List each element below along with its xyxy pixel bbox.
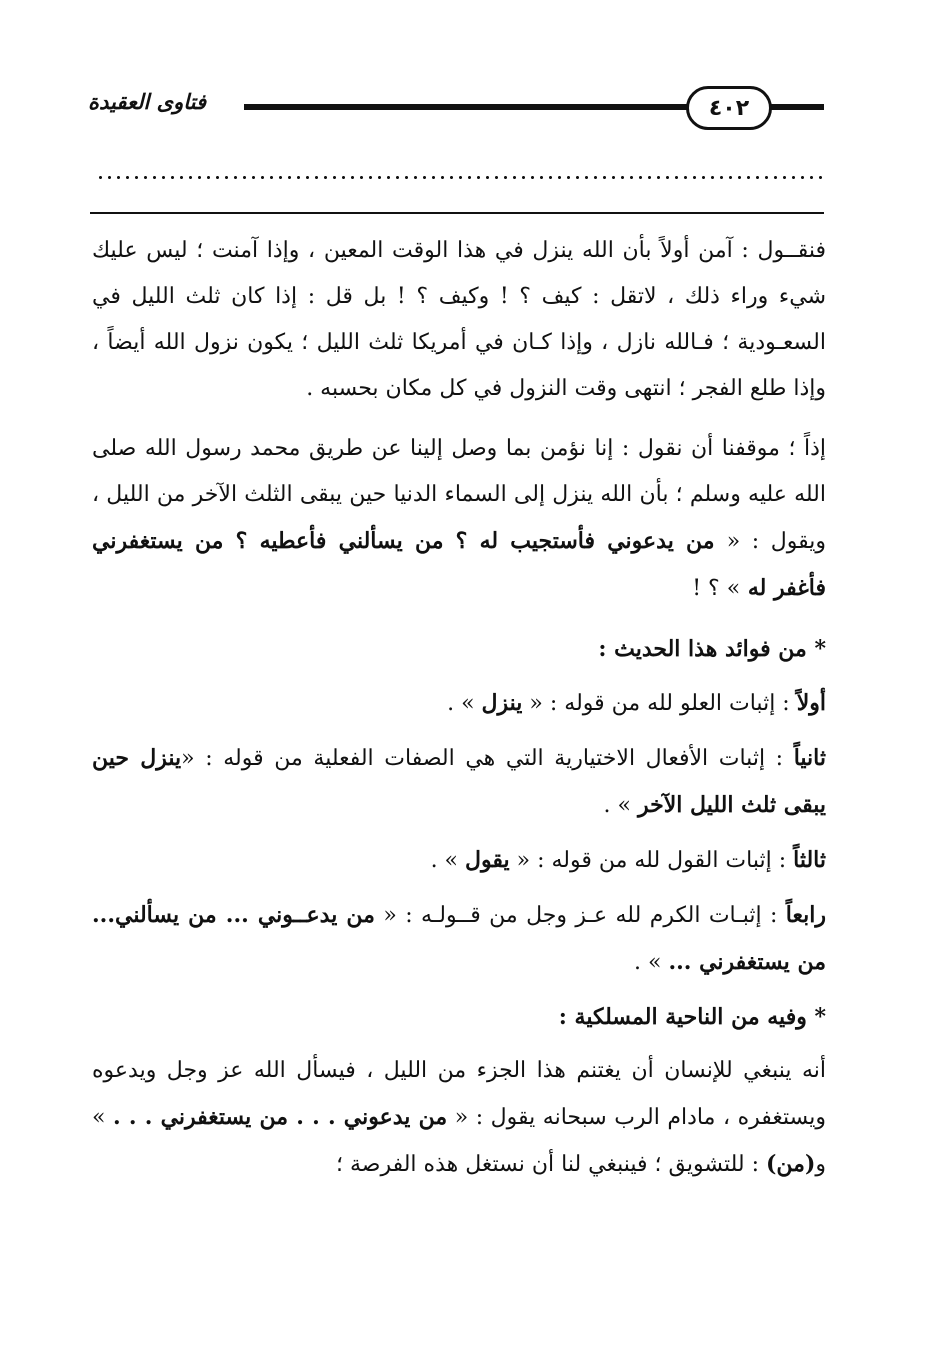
paragraph-3: [92, 1048, 826, 1188]
behavior-heading: * وفيه من الناحية المسلكية :: [558, 1004, 826, 1030]
paragraph-3-end: : للتشويق ؛ فينبغي لنا أن نستغل هذه الفرصة ؛: [336, 1152, 767, 1177]
benefit-3-quote: يقول: [465, 847, 510, 873]
page-number: ٤٠٢: [686, 86, 772, 130]
paragraph-3-text: أنه ينبغي للإنسان أن يغتنم هذا الجزء من الليل ، فيسأل الله عز وجل ويدعوه ويستغفره ، مادام الرب سبحانه يقول : «: [92, 1058, 827, 1130]
benefit-1-label: أولاً: [796, 690, 826, 716]
book-title: فتاوى العقيدة: [88, 90, 207, 114]
benefit-1-quote: ينزل: [481, 690, 523, 716]
page-header: [88, 82, 824, 134]
benefit-3-label: ثالثاً: [793, 847, 826, 873]
benefit-2-end: » .: [603, 793, 638, 818]
paragraph-3-quote-2: (من): [766, 1151, 816, 1177]
paragraph-3-mid: » و: [92, 1105, 826, 1177]
benefit-4-quote: من يدعــوني ... من يسألني... من يستغفرني ...: [92, 902, 826, 975]
benefit-1-text: : إثبات العلو لله من قوله : «: [522, 691, 797, 716]
benefit-3-text: : إثبات القول لله من قوله : «: [509, 848, 794, 873]
benefit-4-end: » .: [633, 950, 669, 975]
paragraph-3-quote: من يدعوني . . . من يستغفرني . . .: [113, 1104, 448, 1130]
dotted-separator: [96, 166, 824, 186]
paragraph-2-text: إذاً ؛ موقفنا أن نقول : إنا نؤمن بما وصل إلينا عن طريق محمد رسول الله صلى الله عليه وسلم ؛ بأن الله ينزل إلى السماء الدنيا حين يبقى الثلث الآخر من الليل ، ويقول : «: [92, 436, 826, 554]
paragraph-2: [92, 426, 826, 612]
benefit-2: [92, 735, 826, 829]
benefit-1-end: » .: [447, 691, 482, 716]
benefit-4-label: رابعاً: [785, 902, 826, 928]
benefit-2-label: ثانياً: [793, 745, 826, 771]
benefit-4-text: : إثبـات الكرم لله عـز وجل من قــولـه : «: [374, 903, 786, 928]
benefit-3-end: » .: [430, 848, 466, 873]
page-body: [92, 228, 826, 1202]
benefit-4: [92, 892, 826, 986]
paragraph-2-end: » ؟ !: [692, 576, 741, 601]
benefit-3: [92, 837, 826, 884]
benefit-2-text: : إثبات الأفعال الاختيارية التي هي الصفات الفعلية من قوله : «: [181, 746, 794, 771]
horizontal-rule: [90, 212, 824, 214]
benefits-heading: * من فوائد هذا الحديث :: [598, 636, 826, 662]
paragraph-1: فنقــول : آمن أولاً بأن الله ينزل في هذا الوقت المعين ، وإذا آمنت ؛ ليس عليك شيء وراء ذلك ، لاتقل : كيف ؟ ! وكيف ؟ ! بل قل : إذا كان ثلث الليل في السعـودية ؛ فـالله نازل ، وإذا كـان في أمريكا ثلث الليل ؛ يكون نزول الله أيضاً ، وإذا طلع الفجر ؛ انتهى وقت النزول في كل مكان بحسبه .: [92, 238, 826, 401]
benefit-2-quote: ينزل حين يبقى ثلث الليل الآخر: [92, 745, 826, 818]
hadith-quote: من يدعوني فأستجيب له ؟ من يسألني فأعطيه ؟ من يستغفرني فأغفر له: [92, 528, 826, 601]
benefit-1: [92, 680, 826, 727]
header-rule-right: [772, 104, 824, 110]
